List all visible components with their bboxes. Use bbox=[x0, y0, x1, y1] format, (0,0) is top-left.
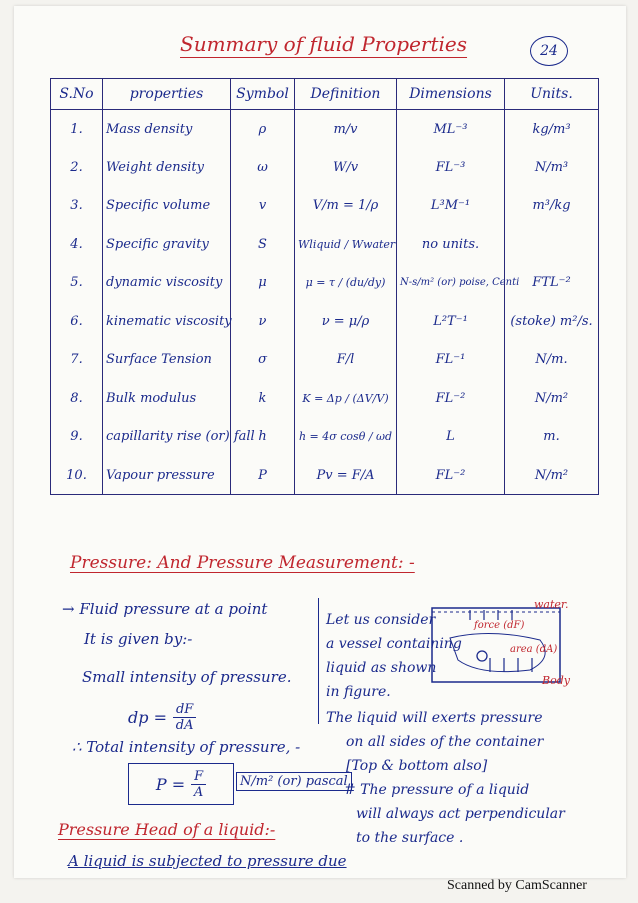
fig-label-water: water. bbox=[534, 598, 569, 611]
cell-symbol: P bbox=[231, 456, 295, 495]
note-line: It is given by:- bbox=[84, 630, 193, 648]
box-lhs: P = bbox=[155, 774, 186, 794]
cell-property: capillarity rise (or) fall bbox=[103, 418, 231, 457]
cell-sno: 1. bbox=[51, 110, 103, 149]
cell-units: N/m. bbox=[505, 341, 599, 380]
cell-sno: 10. bbox=[51, 456, 103, 495]
page-number: 24 bbox=[530, 36, 568, 66]
eq-fraction bbox=[173, 702, 196, 733]
header-sno: S.No bbox=[51, 79, 103, 110]
cell-definition: Pv = F/A bbox=[295, 456, 397, 495]
section-title: Pressure: And Pressure Measurement: - bbox=[70, 553, 415, 573]
cell-property: Mass density bbox=[103, 110, 231, 149]
cell-definition: m/v bbox=[295, 110, 397, 149]
cell-symbol: ρ bbox=[231, 110, 295, 149]
cell-units: FTL⁻² bbox=[505, 264, 599, 303]
cell-dimensions: FL⁻³ bbox=[397, 148, 505, 187]
cell-dimensions: L²T⁻¹ bbox=[397, 302, 505, 341]
note-line: → Fluid pressure at a point bbox=[62, 600, 268, 618]
cell-dimensions: no units. bbox=[397, 225, 505, 264]
cell-definition: F/l bbox=[295, 341, 397, 380]
cell-property: Surface Tension bbox=[103, 341, 231, 380]
cell-symbol: μ bbox=[231, 264, 295, 303]
equation-dp bbox=[128, 702, 196, 733]
note-line: a vessel containing bbox=[326, 636, 462, 652]
cell-sno: 8. bbox=[51, 379, 103, 418]
note-line: to the surface . bbox=[356, 830, 464, 846]
note-line: Let us consider bbox=[326, 612, 436, 628]
scanner-watermark: Scanned by CamScanner bbox=[447, 878, 587, 893]
cell-units: m³/kg bbox=[505, 187, 599, 226]
cell-symbol: v bbox=[231, 187, 295, 226]
note-line: [Top & bottom also] bbox=[346, 758, 488, 774]
cell-units bbox=[505, 225, 599, 264]
cell-units: m. bbox=[505, 418, 599, 457]
cell-property: dynamic viscosity bbox=[103, 264, 231, 303]
cell-dimensions: ML⁻³ bbox=[397, 110, 505, 149]
column-divider bbox=[318, 598, 319, 724]
note-line: in figure. bbox=[326, 684, 391, 700]
cell-units: (stoke) m²/s. bbox=[505, 302, 599, 341]
cell-sno: 2. bbox=[51, 148, 103, 187]
note-line: will always act perpendicular bbox=[356, 806, 565, 822]
cell-property: Weight density bbox=[103, 148, 231, 187]
note-line-last: A liquid is subjected to pressure due bbox=[68, 852, 347, 870]
cell-symbol: k bbox=[231, 379, 295, 418]
header-dimensions: Dimensions bbox=[397, 79, 505, 110]
cell-symbol: σ bbox=[231, 341, 295, 380]
cell-property: Specific volume bbox=[103, 187, 231, 226]
cell-property: Vapour pressure bbox=[103, 456, 231, 495]
cell-definition: h = 4σ cosθ / ωd bbox=[295, 418, 397, 457]
pressure-units: N/m² (or) pascal bbox=[236, 772, 352, 791]
cell-symbol: ν bbox=[231, 302, 295, 341]
table-row bbox=[51, 456, 599, 495]
cell-sno: 4. bbox=[51, 225, 103, 264]
cell-definition: K = Δp / (ΔV/V) bbox=[295, 379, 397, 418]
table-row bbox=[51, 264, 599, 303]
cell-sno: 5. bbox=[51, 264, 103, 303]
note-line: ∴ Total intensity of pressure, - bbox=[72, 738, 301, 756]
table-row bbox=[51, 110, 599, 149]
cell-units: kg/m³ bbox=[505, 110, 599, 149]
header-units: Units. bbox=[505, 79, 599, 110]
table-row bbox=[51, 148, 599, 187]
cell-property: kinematic viscosity bbox=[103, 302, 231, 341]
cell-symbol: h bbox=[231, 418, 295, 457]
vessel-figure bbox=[430, 598, 590, 690]
cell-dimensions: L³M⁻¹ bbox=[397, 187, 505, 226]
cell-dimensions: FL⁻² bbox=[397, 456, 505, 495]
eq-numerator: dF bbox=[173, 702, 196, 718]
cell-property: Specific gravity bbox=[103, 225, 231, 264]
header-definition: Definition bbox=[295, 79, 397, 110]
note-line: on all sides of the container bbox=[346, 734, 544, 750]
table-row bbox=[51, 379, 599, 418]
table-row bbox=[51, 341, 599, 380]
fig-label-force: force (dF) bbox=[474, 620, 525, 631]
table-row bbox=[51, 225, 599, 264]
box-fraction bbox=[191, 769, 206, 800]
boxed-formula bbox=[128, 763, 234, 805]
cell-units: N/m³ bbox=[505, 148, 599, 187]
cell-symbol: ω bbox=[231, 148, 295, 187]
properties-table bbox=[50, 78, 599, 495]
cell-dimensions: N-s/m² (or) poise, Centi bbox=[397, 264, 505, 303]
cell-definition: ν = μ/ρ bbox=[295, 302, 397, 341]
cell-sno: 6. bbox=[51, 302, 103, 341]
box-numerator: F bbox=[191, 769, 206, 785]
note-line: liquid as shown bbox=[326, 660, 437, 676]
cell-definition: W/v bbox=[295, 148, 397, 187]
table-row bbox=[51, 302, 599, 341]
eq-lhs: dp = bbox=[128, 708, 167, 727]
cell-symbol: S bbox=[231, 225, 295, 264]
cell-definition: Wliquid / Wwater bbox=[295, 225, 397, 264]
header-properties: properties bbox=[103, 79, 231, 110]
header-symbol: Symbol bbox=[231, 79, 295, 110]
pressure-head-heading: Pressure Head of a liquid:- bbox=[58, 820, 276, 839]
note-line: # The pressure of a liquid bbox=[344, 782, 530, 798]
eq-denominator: dA bbox=[175, 718, 194, 733]
cell-definition: μ = τ / (du/dy) bbox=[295, 264, 397, 303]
cell-sno: 7. bbox=[51, 341, 103, 380]
cell-sno: 9. bbox=[51, 418, 103, 457]
cell-definition: V/m = 1/ρ bbox=[295, 187, 397, 226]
area-element bbox=[477, 651, 487, 661]
fig-label-area: area (dA) bbox=[510, 644, 558, 655]
box-denominator: A bbox=[193, 784, 204, 800]
fig-label-body: Body bbox=[542, 674, 570, 687]
cell-dimensions: L bbox=[397, 418, 505, 457]
page-title: Summary of fluid Properties bbox=[180, 32, 468, 56]
cell-units: N/m² bbox=[505, 379, 599, 418]
table-row bbox=[51, 187, 599, 226]
note-line: Small intensity of pressure. bbox=[82, 668, 292, 686]
cell-dimensions: FL⁻¹ bbox=[397, 341, 505, 380]
cell-units: N/m² bbox=[505, 456, 599, 495]
cell-property: Bulk modulus bbox=[103, 379, 231, 418]
table-row bbox=[51, 418, 599, 457]
note-line: The liquid will exerts pressure bbox=[326, 710, 543, 726]
cell-sno: 3. bbox=[51, 187, 103, 226]
cell-dimensions: FL⁻² bbox=[397, 379, 505, 418]
table-header-row bbox=[51, 79, 599, 110]
